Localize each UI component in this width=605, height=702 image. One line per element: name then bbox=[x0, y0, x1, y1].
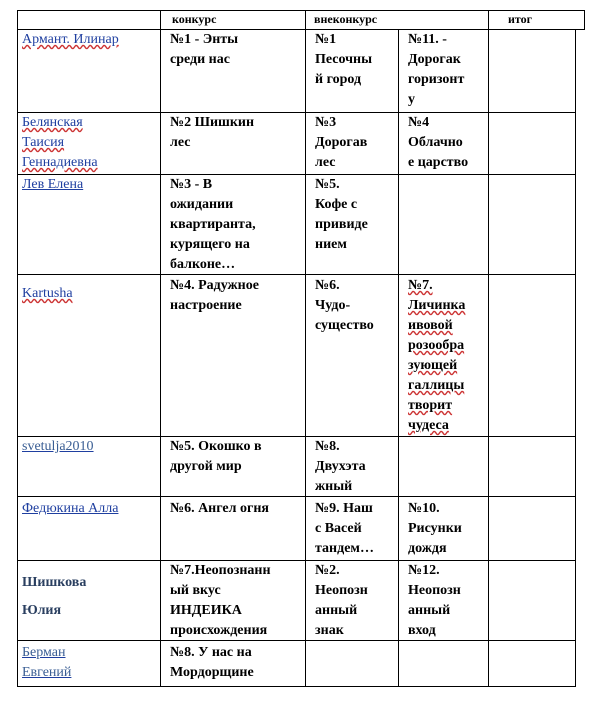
grid-line bbox=[17, 112, 576, 113]
extra-entry: №1 Песочны й город bbox=[315, 32, 373, 87]
extra-entry: №7. Личинка ивовой розообра зующей галлицы творит чудеса bbox=[408, 278, 466, 433]
grid-line bbox=[17, 436, 576, 437]
extra-entry: №8. Двухэта жный bbox=[315, 439, 366, 494]
grid-line bbox=[17, 640, 576, 641]
extra-entry: №2. Неопозн анный знак bbox=[315, 563, 368, 638]
participant-name-link[interactable]: Kartusha bbox=[22, 286, 73, 301]
contest-entry: №1 - Энты среди нас bbox=[170, 32, 239, 67]
header-noncontest: внеконкурс bbox=[314, 12, 378, 26]
participant-name-link[interactable]: svetulja2010 bbox=[22, 439, 94, 454]
grid-line bbox=[584, 10, 585, 30]
extra-entry: №3 Дорогав лес bbox=[315, 115, 368, 170]
participant-name-link[interactable]: Федюкина Алла bbox=[22, 501, 119, 516]
grid-line bbox=[398, 29, 399, 686]
extra-entry: №11. - Дорогак горизонт у bbox=[408, 32, 465, 107]
participant-name: Шишкова bbox=[22, 575, 87, 590]
participant-name: Юлия bbox=[22, 603, 62, 618]
extra-entry: №10. Рисунки дождя bbox=[408, 501, 462, 556]
grid-line bbox=[17, 174, 576, 175]
contest-entry: №8. У нас на Мордорщине bbox=[170, 645, 254, 680]
extra-entry: №12. Неопозн анный вход bbox=[408, 563, 461, 638]
contest-entry: №5. Окошко в другой мир bbox=[170, 439, 262, 474]
contest-entry: №7.Неопознанн ый вкус ИНДЕИКА происхождения bbox=[170, 563, 271, 638]
contest-entry: №3 - В ожидании квартиранта, курящего на балконе… bbox=[170, 177, 256, 272]
grid-line bbox=[17, 10, 585, 11]
grid-line bbox=[17, 496, 576, 497]
participant-name-link[interactable]: Берман Евгений bbox=[22, 645, 72, 680]
extra-entry: №6. Чудо- существо bbox=[315, 278, 374, 333]
grid-line bbox=[17, 686, 576, 687]
header-total: итог bbox=[508, 12, 533, 26]
contest-entry: №4. Радужное настроение bbox=[170, 278, 259, 313]
grid-line bbox=[17, 274, 576, 275]
extra-entry: №9. Наш с Васей тандем… bbox=[315, 501, 374, 556]
participant-name-link[interactable]: Белянская Таисия Геннадиевна bbox=[22, 115, 98, 170]
header-contest: конкурс bbox=[172, 12, 217, 26]
contest-entry: №6. Ангел огня bbox=[170, 501, 269, 516]
participant-name-link[interactable]: Армант. Илинар bbox=[22, 32, 119, 47]
grid-line bbox=[17, 560, 576, 561]
contest-entry: №2 Шишкин лес bbox=[170, 115, 255, 150]
participant-name-link[interactable]: Лев Елена bbox=[22, 177, 84, 192]
extra-entry: №4 Облачно е царство bbox=[408, 115, 469, 170]
extra-entry: №5. Кофе с привиде нием bbox=[315, 177, 368, 252]
grid-line bbox=[575, 29, 576, 686]
